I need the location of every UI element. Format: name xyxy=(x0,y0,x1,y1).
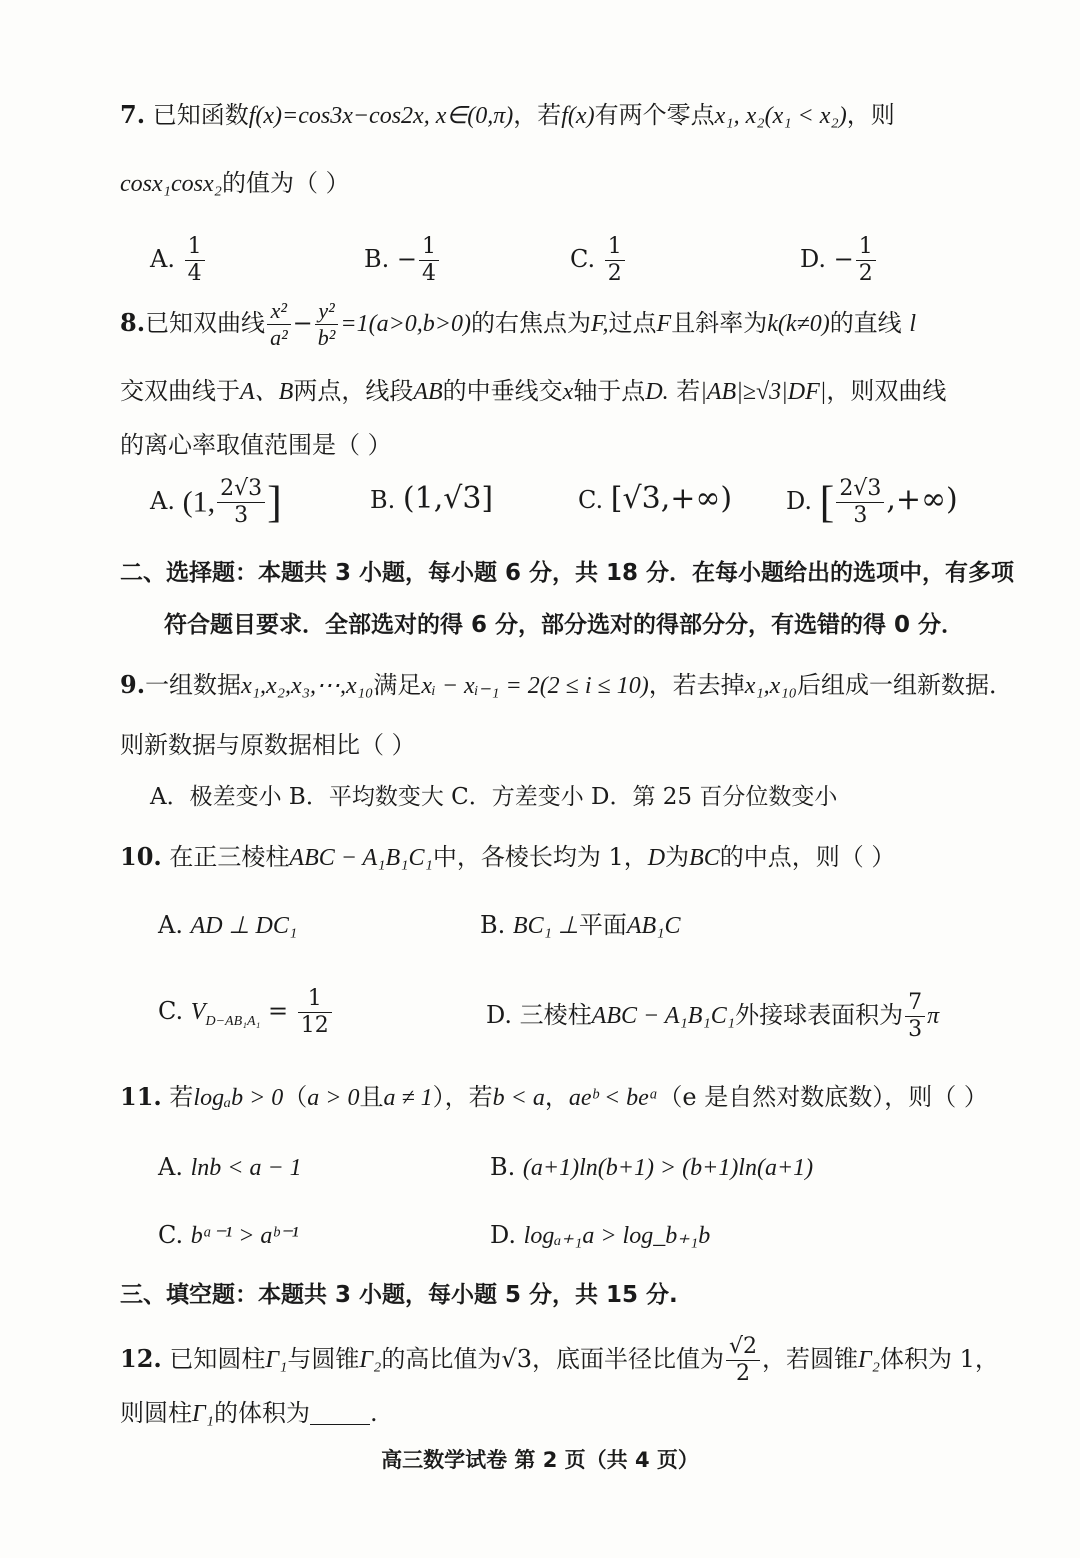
q8-option-d: D. [ $\frac{2√3}{3}$ ,+∞) xyxy=(786,476,958,528)
q11-option-b: B. (a+1)ln(b+1) > (b+1)ln(a+1) xyxy=(490,1153,814,1181)
q8-stem-line2: 交双曲线于A、B两点，线段AB的中垂线交x轴于点D. 若|AB|≥√3|DF|，则双曲线 xyxy=(120,377,947,405)
q7-stem-line1: 7. 已知函数f(x)=cos3x−cos2x, x∈(0,π)，若f(x)有两个零点x₁, x₂(x₁ < x₂)，则 xyxy=(120,100,895,129)
q7-stem-line2: cosx₁cosx₂的值为（ ） xyxy=(120,169,350,197)
q8-frac-x: $\frac{\text{x²}}{\text{a²}}$ xyxy=(267,300,291,349)
q9-stem-line2: 则新数据与原数据相比（ ） xyxy=(120,731,416,759)
q10-number: 10. xyxy=(120,842,162,871)
page-footer: 高三数学试卷 第 2 页（共 4 页） xyxy=(381,1448,699,1472)
q7-number: 7. xyxy=(120,100,146,129)
section3-heading: 三、填空题：本题共 3 小题，每小题 5 分，共 15 分. xyxy=(120,1282,678,1308)
answer-blank xyxy=(310,1424,370,1425)
q8-number: 8. xyxy=(120,308,146,337)
q10-option-c: C. $V_{D-AB_1A_1}$ = $\frac{1}{12}$ xyxy=(158,988,334,1039)
q7-option-d: D. − $\frac{1}{2}$ xyxy=(800,236,878,285)
section2-heading: 二、选择题：本题共 3 小题，每小题 6 分，共 18 分．在每小题给出的选项中，有多项 xyxy=(120,560,1015,586)
q7-option-b: B. − $\frac{1}{4}$ xyxy=(364,236,441,285)
section2-heading-cont: 符合题目要求．全部选对的得 6 分，部分选对的得部分分，有选错的得 0 分． xyxy=(164,612,965,638)
q7-option-d-fraction: $\frac{1}{2}$ xyxy=(856,236,876,285)
q9-number: 9. xyxy=(120,670,146,699)
q10-option-d: D. 三棱柱ABC − A₁B₁C₁外接球表面积为 $\frac{7}{3}$ π xyxy=(486,990,940,1042)
q11-option-c: C. bᵃ⁻¹ > aᵇ⁻¹ xyxy=(158,1221,299,1249)
q8-option-a: A. (1, $\frac{2√3}{3}$ ] xyxy=(150,476,282,528)
q8-frac-y: $\frac{\text{y²}}{\text{b²}}$ xyxy=(315,300,339,349)
q11-number: 11. xyxy=(120,1082,162,1111)
q7-option-b-fraction: $\frac{1}{4}$ xyxy=(419,236,439,285)
q7-option-a-fraction: $\frac{1}{4}$ xyxy=(185,236,205,285)
q11-option-a: A. lnb < a − 1 xyxy=(158,1153,302,1181)
q9-options: A．极差变小 B．平均数变大 C．方差变小 D．第 25 百分位数变小 xyxy=(150,784,838,810)
q7-option-a: A. $\frac{1}{4}$ xyxy=(150,236,207,285)
q12-stem-line2: 则圆柱Γ₁的体积为 . xyxy=(120,1399,378,1427)
q8-option-c: C. [√3,+∞) xyxy=(578,481,733,516)
q10-stem: 10. 在正三棱柱ABC − A₁B₁C₁中，各棱长均为 1，D为BC的中点，则（ ） xyxy=(120,842,896,871)
q11-option-d: D. logₐ₊₁a > log_b₊₁b xyxy=(490,1221,711,1249)
q8-stem-line1: 8.已知双曲线 $\frac{\text{x²}}{\text{a²}}$ − $\frac{\text{y²}}{\text{b²}}$ =1(a>0,b>0)的右焦点为F,过点F且斜率为k(k≠0)的直线 l xyxy=(120,298,916,350)
q10-option-a: A. AD ⊥ DC₁ xyxy=(158,911,298,939)
q8-option-b: B. (1,√3] xyxy=(370,481,494,516)
q9-stem-line1: 9.一组数据x₁,x₂,x₃,⋯,x₁₀满足xᵢ − xᵢ₋₁ = 2(2 ≤ i ≤ 10)，若去掉x₁,x₁₀后组成一组新数据． xyxy=(120,670,1014,699)
q10-option-b: B. BC₁ ⊥平面AB₁C xyxy=(480,911,681,939)
q12-stem-line1: 12. 已知圆柱Γ₁与圆锥Γ₂的高比值为√3，底面半径比值为 $\frac{√2}{2}$ ，若圆锥Γ₂体积为 1， xyxy=(120,1334,999,1386)
q11-stem: 11. 若logₐb > 0（a > 0且a ≠ 1），若b < a，aeᵇ < beᵃ（e 是自然对数底数），则（ ） xyxy=(120,1082,988,1111)
q7-option-c: C. $\frac{1}{2}$ xyxy=(570,236,627,285)
q7-option-c-fraction: $\frac{1}{2}$ xyxy=(605,236,625,285)
q8-stem-line3: 的离心率取值范围是（ ） xyxy=(120,431,392,459)
q12-number: 12. xyxy=(120,1344,162,1373)
